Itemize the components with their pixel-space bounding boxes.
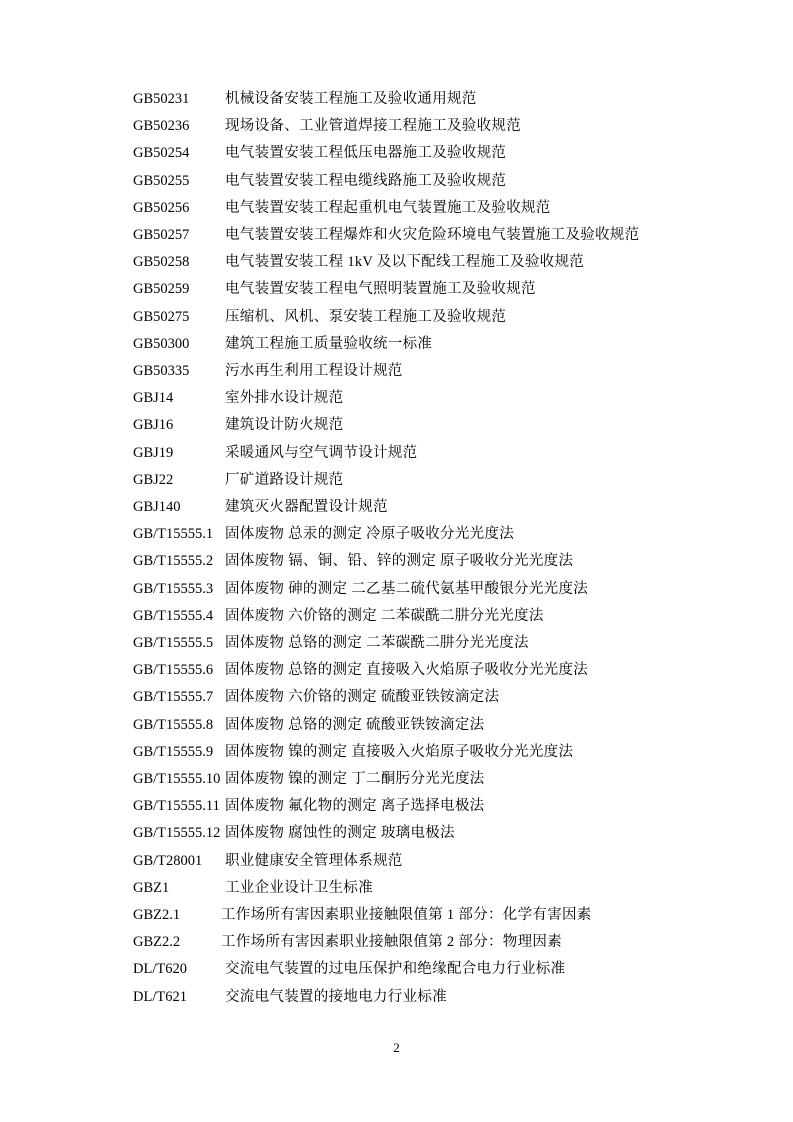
standard-title: 电气装置安装工程低压电器施工及验收规范 [225, 145, 507, 162]
standard-entry [133, 86, 753, 113]
standard-code: GBJ16 [133, 417, 174, 434]
standard-entry [133, 412, 753, 439]
standard-entry [133, 603, 753, 630]
standard-code: GB/T15555.10 [133, 771, 221, 787]
standard-entry [133, 358, 753, 385]
standard-code: GB/T15555.5 [133, 635, 214, 651]
standard-title: 固体废物 总铬的测定 二苯碳酰二肼分光光度法 [225, 635, 529, 651]
standard-title: 厂矿道路设计规范 [225, 471, 344, 488]
standard-code: GB50275 [133, 308, 190, 325]
standard-title: 固体废物 总汞的测定 冷原子吸收分光光度法 [225, 526, 515, 543]
standard-title: 室外排水设计规范 [225, 390, 344, 407]
standard-code: GB50259 [133, 281, 190, 298]
standard-code: GB50231 [133, 91, 190, 107]
standard-code: GB/T15555.8 [133, 716, 214, 733]
standard-entry [133, 984, 753, 1011]
standard-title: 现场设备、工业管道焊接工程施工及验收规范 [225, 118, 521, 135]
standard-title: 固体废物 镍的测定 直接吸入火焰原子吸收分光光度法 [225, 743, 574, 760]
standard-code: DL/T621 [133, 988, 187, 1005]
standard-title: 固体废物 氟化物的测定 离子选择电极法 [225, 798, 485, 815]
standard-code: GB/T15555.6 [133, 662, 214, 679]
standard-title: 职业健康安全管理体系规范 [225, 852, 403, 869]
standard-title: 电气装置安装工程起重机电气装置施工及验收规范 [225, 199, 551, 216]
standard-code: GBJ19 [133, 444, 174, 461]
standard-title: 电气装置安装工程电缆线路施工及验收规范 [225, 172, 507, 189]
standard-entry [133, 385, 753, 412]
standard-entry [133, 848, 753, 875]
standard-entry [133, 875, 753, 902]
standard-title: 电气装置安装工程爆炸和火灾危险环境电气装置施工及验收规范 [225, 227, 640, 243]
standard-entry [133, 195, 753, 222]
standard-title: 交流电气装置的接地电力行业标准 [225, 988, 447, 1005]
standard-title: 工作场所有害因素职业接触限值第 1 部分：化学有害因素 [221, 907, 592, 923]
standard-code: GBZ2.1 [133, 907, 181, 923]
standard-entry [133, 956, 753, 983]
standard-title: 固体废物 腐蚀性的测定 玻璃电极法 [225, 825, 455, 842]
standard-title: 机械设备安装工程施工及验收通用规范 [225, 91, 477, 107]
standard-entry [133, 793, 753, 820]
standard-title: 电气装置安装工程电气照明装置施工及验收规范 [225, 281, 536, 298]
standard-entry [133, 902, 753, 929]
standard-code: GB/T15555.4 [133, 607, 214, 624]
standard-code: GB50256 [133, 199, 190, 216]
standard-entry [133, 548, 753, 575]
standard-title: 固体废物 六价铬的测定 硫酸亚铁铵滴定法 [225, 689, 500, 706]
standard-code: GBJ14 [133, 390, 174, 407]
standard-entry [133, 249, 753, 276]
standard-title: 建筑灭火器配置设计规范 [225, 499, 388, 515]
standard-entry [133, 113, 753, 140]
standard-entry [133, 576, 753, 603]
standard-code: GBJ22 [133, 471, 174, 488]
standard-entry [133, 657, 753, 684]
standard-entry [133, 766, 753, 793]
standard-code: GB50300 [133, 335, 190, 352]
standard-entry [133, 712, 753, 739]
standard-entry [133, 684, 753, 711]
standard-title: 交流电气装置的过电压保护和绝缘配合电力行业标准 [225, 961, 566, 978]
standard-title: 固体废物 总铬的测定 硫酸亚铁铵滴定法 [225, 716, 485, 733]
standard-code: GB50258 [133, 254, 190, 271]
standard-entry [133, 630, 753, 657]
standard-code: GB/T15555.11 [133, 798, 220, 815]
standard-title: 工业企业设计卫生标准 [225, 879, 373, 896]
standard-title: 固体废物 六价铬的测定 二苯碳酰二肼分光光度法 [225, 607, 544, 624]
standard-entry [133, 140, 753, 167]
standard-entry [133, 168, 753, 195]
standard-code: GBZ1 [133, 879, 170, 896]
standard-title: 固体废物 镉、铜、铅、锌的测定 原子吸收分光光度法 [225, 553, 574, 570]
standard-code: GB/T15555.9 [133, 743, 214, 760]
standard-code: GBZ2.2 [133, 934, 181, 951]
standard-code: DL/T620 [133, 961, 187, 978]
standard-entry [133, 304, 753, 331]
standard-code: GBJ140 [133, 499, 181, 515]
standard-code: GB50254 [133, 145, 190, 162]
standard-title: 建筑设计防火规范 [225, 417, 344, 434]
standard-code: GB50335 [133, 363, 190, 379]
page-number: 2 [393, 1040, 400, 1055]
standard-title: 压缩机、风机、泵安装工程施工及验收规范 [225, 308, 507, 325]
standard-code: GB/T15555.3 [133, 580, 214, 597]
standard-entry [133, 331, 753, 358]
standard-code: GB/T28001 [133, 852, 203, 869]
standard-entry [133, 739, 753, 766]
standard-entry [133, 440, 753, 467]
standard-code: GB50255 [133, 172, 190, 189]
standard-title: 电气装置安装工程 1kV 及以下配线工程施工及验收规范 [225, 254, 585, 271]
standard-entry [133, 929, 753, 956]
standard-title: 固体废物 镍的测定 丁二酮肟分光光度法 [225, 771, 485, 787]
standard-entry [133, 521, 753, 548]
standard-code: GB/T15555.12 [133, 825, 221, 842]
standard-code: GB50257 [133, 227, 190, 243]
standard-entry [133, 820, 753, 847]
standard-code: GB50236 [133, 118, 190, 135]
standard-entry [133, 494, 753, 521]
standard-title: 固体废物 砷的测定 二乙基二硫代氨基甲酸银分光光度法 [225, 580, 589, 597]
standard-code: GB/T15555.2 [133, 553, 214, 570]
standard-entry [133, 222, 753, 249]
standard-entry [133, 276, 753, 303]
standard-code: GB/T15555.7 [133, 689, 214, 706]
standard-code: GB/T15555.1 [133, 526, 214, 543]
standard-title: 固体废物 总铬的测定 直接吸入火焰原子吸收分光光度法 [225, 662, 589, 679]
standard-title: 工作场所有害因素职业接触限值第 2 部分：物理因素 [221, 934, 562, 951]
standard-title: 采暖通风与空气调节设计规范 [225, 444, 418, 461]
standard-entry [133, 467, 753, 494]
standard-title: 建筑工程施工质量验收统一标准 [225, 335, 433, 352]
standard-title: 污水再生利用工程设计规范 [225, 363, 403, 379]
